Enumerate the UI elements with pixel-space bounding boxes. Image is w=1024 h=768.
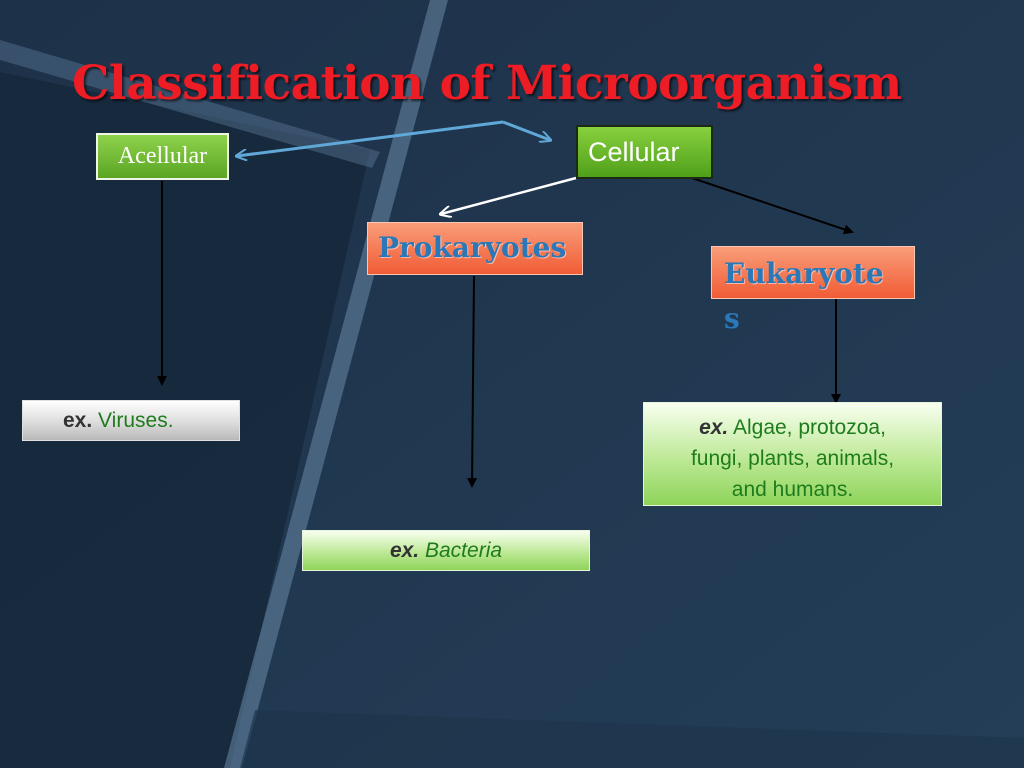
eukaryote-text-1: Algae, protozoa, (732, 416, 886, 439)
prokaryotes-node (367, 222, 583, 275)
eukaryotes-label-overflow: s (724, 302, 740, 335)
acellular-label: Acellular (117, 143, 208, 169)
bacteria-prefix: ex. (389, 539, 420, 562)
eukaryotes-node (711, 246, 915, 299)
cellular-label: Cellular (588, 137, 680, 167)
viruses-text: Viruses. (98, 409, 174, 432)
arrow-to-cellular (503, 122, 550, 140)
bacteria-text: Bacteria (425, 539, 503, 562)
arrow-cellular-to-eukaryotes (692, 178, 852, 232)
eukaryote-text-2: fungi, plants, animals, (690, 447, 895, 470)
arrow-prokaryotes-to-bacteria (472, 276, 474, 486)
arrow-to-acellular (237, 122, 503, 156)
eukaryote-examples (643, 402, 942, 506)
eukaryote-examples-line1 (650, 412, 935, 443)
viruses-prefix: ex. (63, 409, 93, 432)
cellular-node (576, 125, 713, 179)
bacteria-example (302, 530, 590, 571)
eukaryote-prefix: ex. (699, 416, 729, 439)
eukaryote-text-3: and humans. (731, 478, 854, 501)
arrow-cellular-to-prokaryotes (441, 178, 576, 214)
page-title: Classification of Microorganism (72, 56, 902, 111)
viruses-example (22, 400, 240, 441)
prokaryotes-label: Prokaryotes (378, 231, 567, 264)
acellular-node (96, 133, 229, 180)
eukaryotes-label: Eukaryote (724, 257, 884, 290)
